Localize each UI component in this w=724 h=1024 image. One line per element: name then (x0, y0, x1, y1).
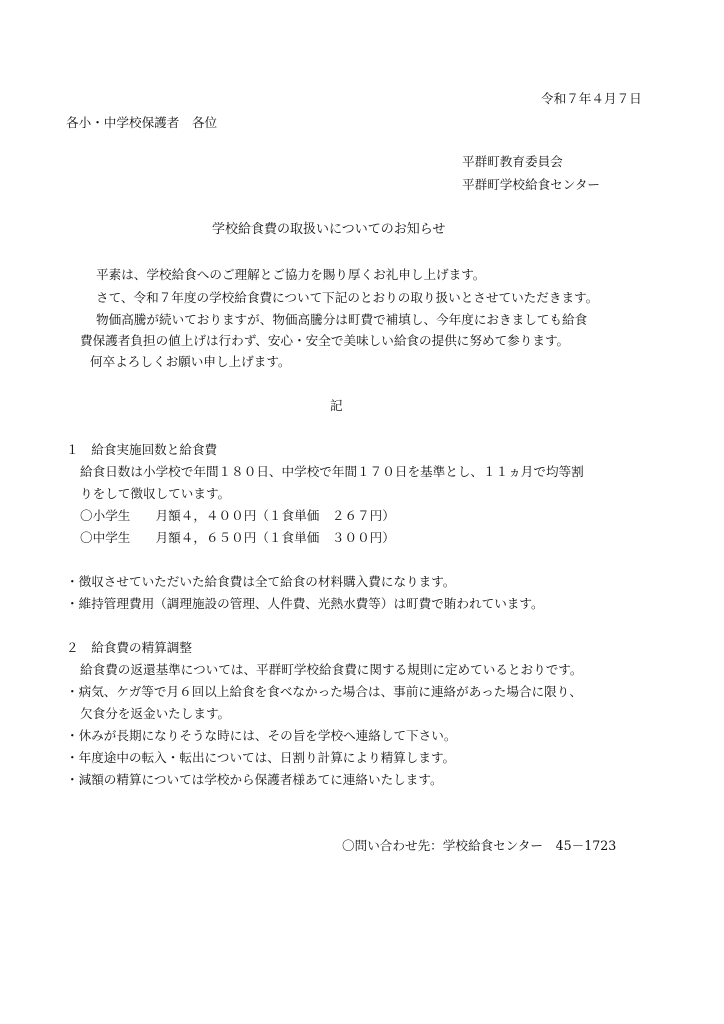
issue-date: 令和７年４月７日 (541, 91, 642, 106)
sender-center: 平群町学校給食センター (462, 177, 601, 192)
section1-bullet-1: ・徴収させていただいた給食費は全て給食の材料購入費になります。 (66, 574, 456, 589)
intro-line-2: さて、令和７年度の学校給食費について下記のとおりの取り扱いとさせていただきます。 (96, 290, 599, 305)
fee-junior: 〇中学生 月額４，６５０円（１食単価 ３００円） (80, 530, 395, 545)
section1-heading: １ 給食実施回数と給食費 (66, 442, 218, 457)
intro-line-4: 費保護者負担の値上げは行わず、安心・安全で美味しい給食の提供に努めて参ります。 (80, 333, 570, 348)
section1-text-2: りをして徴収しています。 (80, 486, 231, 501)
page-title: 学校給食費の取扱いについてのお知らせ (212, 222, 446, 237)
section1-bullet-2: ・維持管理費用（調理施設の管理、人件費、光熱水費等）は町費で賄われています。 (66, 596, 544, 611)
section2-text-1: 給食費の返還基準については、平群町学校給食費に関する規則に定めているとおりです。 (80, 662, 583, 677)
fee-elementary: 〇小学生 月額４，４００円（１食単価 ２６７円） (80, 508, 395, 523)
sender-board: 平群町教育委員会 (462, 154, 563, 169)
section2-bullet-3: ・年度途中の転入・転出については、日割り計算により精算します。 (66, 750, 456, 765)
intro-line-3: 物価高騰が続いておりますが、物価高騰分は町費で補填し、今年度におきましても給食 (96, 312, 588, 327)
section2-bullet-1a: ・病気、ケガ等で月６回以上給食を食べなかった場合は、事前に連絡があった場合に限り、 (66, 684, 582, 699)
section1-text-1: 給食日数は小学校で年間１８０日、中学校で年間１７０日を基準とし、１１ヵ月で均等割 (80, 464, 584, 479)
contact-info: 〇問い合わせ先：学校給食センター 45－1723 (342, 838, 617, 853)
ki-marker: 記 (330, 398, 343, 413)
section2-bullet-4: ・減額の精算については学校から保護者様あてに連絡いたします。 (66, 772, 443, 787)
intro-line-5: 何卒よろしくお願い申し上げます。 (90, 354, 291, 369)
intro-line-1: 平素は、学校給食へのご理解とご協力を賜り厚くお礼申し上げます。 (96, 267, 486, 282)
section2-heading: ２ 給食費の精算調整 (66, 640, 192, 655)
section2-bullet-2: ・休みが長期になりそうな時には、その旨を学校へ連絡して下さい。 (66, 728, 457, 743)
section2-bullet-1b: 欠食分を返金いたします。 (80, 706, 231, 721)
addressee: 各小・中学校保護者 各位 (66, 115, 218, 130)
